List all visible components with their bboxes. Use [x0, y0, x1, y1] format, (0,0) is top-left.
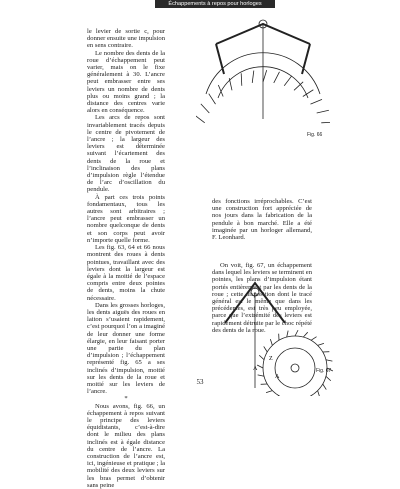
left-text-column [87, 28, 165, 489]
paragraph: Dans les grosses horloges, les dents aiguës des roues en laiton s’usaient rapidement, c’est pourquoi l’on a imaginé de leur donner une forme élargie, en leur faisant porter une partie du plan d’impulsion ; l’échappement représenté fig. 65 a ses inclinés d’impulsion, moitié sur les dents de la roue et moitié sur les leviers de l’ancre. [87, 302, 165, 396]
gear-tooth [284, 76, 292, 86]
figure-66-escapement-drawing [196, 14, 330, 129]
gear-tooth [229, 78, 232, 90]
gear-tooth [196, 115, 205, 123]
gear-tooth [264, 346, 268, 352]
gear-tooth [209, 94, 216, 104]
gear-tooth [326, 376, 331, 380]
figure-67-label-a2: A [275, 374, 280, 380]
page-number: 53 [190, 378, 210, 386]
gear-tooth [259, 355, 264, 359]
paragraph: Les fig. 63, 64 et 66 nous montrent des roues à dents pointues, travaillant avec des leviers dont la largeur est égale à la moitié de l’espace compris entre deux pointes de dents, moins la chute nécessaire. [87, 244, 165, 302]
gear-tooth [311, 337, 317, 341]
gear-tooth [274, 72, 280, 83]
gear-tooth [266, 391, 272, 393]
paragraph: Les arcs de repos sont invariablement tracés depuis le centre de pivotement de l’ancre ; la largeur des leviers est déterminée suivant l’écartement des dents de la roue et l’inclinaison des plans d’impulsion règle l’étendue de l’arc d’oscillation du pendule. [87, 114, 165, 193]
paragraph: Nous avons, fig. 66, un échappement à repos suivant le principe des leviers équidistants, c’est-à-dire dont le milieu des plans inclinés est à égale distance du centre de l’ancre. La construction de l’ancre est, ici, ingénieuse et pratique ; la mobilité des deux leviers sur les bras permet d’obtenir sans peine [87, 403, 165, 489]
gear-tooth [252, 71, 254, 83]
paragraph: le levier de sortie c, pour donner ensuite une impulsion en sens contraire. [87, 28, 165, 50]
gear-tooth [241, 73, 242, 85]
gear-tooth [318, 391, 320, 396]
paragraph: * [87, 395, 165, 402]
figure-67-label-a1: A [253, 366, 258, 372]
gear-tooth [201, 104, 209, 113]
figure-67-escapement-drawing [205, 278, 335, 396]
header-title: Échappements à repos pour horloges [155, 0, 275, 8]
gear-tooth [196, 128, 202, 129]
gear-tooth [263, 70, 267, 82]
paragraph: des fonctions irréprochables. C’est une construction fort appréciée de nos jours dans la fabrication de la pendule à bon marché. Elle a été imaginée par un horloger allemand, F. Leonhard. [212, 198, 312, 241]
figure-66-caption: Fig. 66 [307, 132, 322, 138]
gear-tooth [303, 332, 307, 337]
running-header [0, 0, 400, 9]
paragraph: Le nombre des dents de la roue d’échappement peut varier, mais on le fixe généralement à 30. L’ancre peut embrasser entre ses leviers un nombre de dents plus ou moins grand ; la distance des centres varie alors en conséquence. [87, 50, 165, 115]
gear-tooth [318, 343, 324, 345]
gear-tooth [323, 384, 327, 390]
gear-tooth [295, 330, 298, 336]
gear-tooth [257, 365, 263, 368]
figure-67-caption: Fig. 67 [316, 368, 331, 374]
gear-tooth [287, 331, 288, 337]
paragraph: On voit, fig. 67, un échappement dans lequel les leviers se terminent en pointes, les plans d’impulsion étant portés entièrement par les dents de la roue ; cette disposition dont le tracé général est le même que dans les précédentes, est très peu employée, parce que l’extrémité des leviers est rapidement détruite par le choc répété des dents de la roue. [212, 262, 312, 334]
right-text-column-top [212, 198, 312, 241]
gear-tooth [326, 360, 332, 361]
gear-tooth [270, 339, 272, 345]
figure-67-label-z: Z [269, 356, 273, 362]
gear-tooth [321, 122, 330, 123]
paragraph: À part ces trois points fondamentaux, tous les autres sont arbitraires ; l’ancre peut embrasser un nombre quelconque de dents et son corps peut avoir n’importe quelle forme. [87, 194, 165, 244]
gear-tooth [258, 375, 264, 376]
gear-tooth [310, 99, 321, 104]
gear-tooth [317, 110, 329, 113]
